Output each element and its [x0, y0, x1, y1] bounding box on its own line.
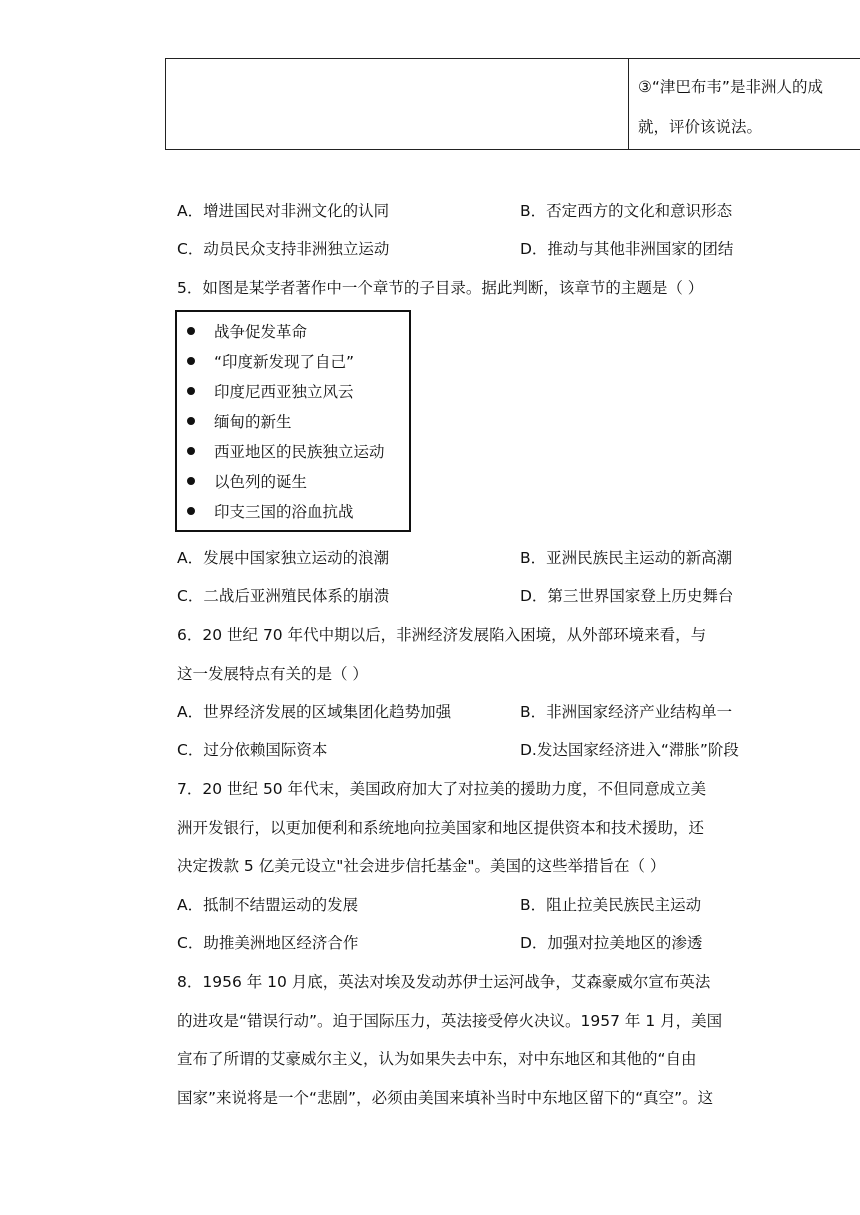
q7-stem-line1: 7．20 世纪 50 年代末，美国政府加大了对拉美的援助力度，不但同意成立美	[177, 780, 707, 798]
figure-item-text: 战争促发革命	[214, 323, 308, 341]
table-divider	[628, 58, 629, 150]
figure-list-item	[187, 440, 385, 462]
chapter-contents-figure	[175, 310, 411, 532]
figure-item-text: 缅甸的新生	[214, 413, 292, 431]
figure-list-item	[187, 410, 292, 432]
q4-option-c[interactable]: C．动员民众支持非洲独立运动	[177, 240, 390, 258]
q7-stem-line2: 洲开发银行，以更加便利和系统地向拉美国家和地区提供资本和技术援助，还	[177, 819, 705, 837]
bullet-icon	[187, 357, 195, 365]
q5-option-d[interactable]: D．第三世界国家登上历史舞台	[520, 587, 734, 605]
figure-item-text: 以色列的诞生	[214, 473, 308, 491]
figure-list-item	[187, 470, 307, 492]
table-cell-text-line1: ③“津巴布韦”是非洲人的成	[638, 78, 823, 96]
figure-list-item	[187, 350, 354, 372]
q7-option-b[interactable]: B．阻止拉美民族民主运动	[520, 896, 702, 914]
q8-stem-line1: 8．1956 年 10 月底，英法对埃及发动苏伊士运河战争，艾森豪威尔宣布英法	[177, 973, 711, 991]
q6-stem-line1: 6．20 世纪 70 年代中期以后，非洲经济发展陷入困境，从外部环境来看，与	[177, 626, 707, 644]
q6-stem-line2: 这一发展特点有关的是（ ）	[177, 665, 368, 683]
q8-stem-line4: 国家”来说将是一个“悲剧”，必须由美国来填补当时中东地区留下的“真空”。这	[177, 1089, 714, 1107]
figure-list-item	[187, 380, 354, 402]
q5-option-a[interactable]: A．发展中国家独立运动的浪潮	[177, 549, 390, 567]
table-cell-text-line2: 就，评价该说法。	[638, 118, 763, 136]
bullet-icon	[187, 447, 195, 455]
q5-stem: 5．如图是某学者著作中一个章节的子目录。据此判断，该章节的主题是（ ）	[177, 279, 704, 297]
q7-stem-line3: 决定拨款 5 亿美元设立"社会进步信托基金"。美国的这些举措旨在（ ）	[177, 857, 666, 875]
q4-option-a[interactable]: A．增进国民对非洲文化的认同	[177, 202, 390, 220]
bullet-icon	[187, 387, 195, 395]
bullet-icon	[187, 507, 195, 515]
q6-option-a[interactable]: A．世界经济发展的区域集团化趋势加强	[177, 703, 452, 721]
q7-option-a[interactable]: A．抵制不结盟运动的发展	[177, 896, 359, 914]
figure-item-text: “印度新发现了自己”	[214, 353, 355, 371]
q8-stem-line3: 宣布了所谓的艾豪威尔主义，认为如果失去中东，对中东地区和其他的“自由	[177, 1050, 697, 1068]
q6-option-b[interactable]: B．非洲国家经济产业结构单一	[520, 703, 733, 721]
q7-option-c[interactable]: C．助推美洲地区经济合作	[177, 934, 359, 952]
q7-option-d[interactable]: D．加强对拉美地区的渗透	[520, 934, 703, 952]
figure-list-item	[187, 320, 307, 342]
bullet-icon	[187, 477, 195, 485]
q5-option-c[interactable]: C．二战后亚洲殖民体系的崩溃	[177, 587, 390, 605]
q8-stem-line2: 的进攻是“错误行动”。迫于国际压力，英法接受停火决议。1957 年 1 月，美国	[177, 1012, 723, 1030]
bullet-icon	[187, 327, 195, 335]
bullet-icon	[187, 417, 195, 425]
figure-list-item	[187, 500, 354, 522]
q5-option-b[interactable]: B．亚洲民族民主运动的新高潮	[520, 549, 733, 567]
figure-item-text: 印支三国的浴血抗战	[214, 503, 354, 521]
figure-item-text: 西亚地区的民族独立运动	[214, 443, 385, 461]
q4-option-d[interactable]: D．推动与其他非洲国家的团结	[520, 240, 734, 258]
q6-option-d[interactable]: D.发达国家经济进入“滞胀”阶段	[520, 741, 739, 759]
q4-option-b[interactable]: B．否定西方的文化和意识形态	[520, 202, 733, 220]
figure-item-text: 印度尼西亚独立风云	[214, 383, 354, 401]
q6-option-c[interactable]: C．过分依赖国际资本	[177, 741, 328, 759]
